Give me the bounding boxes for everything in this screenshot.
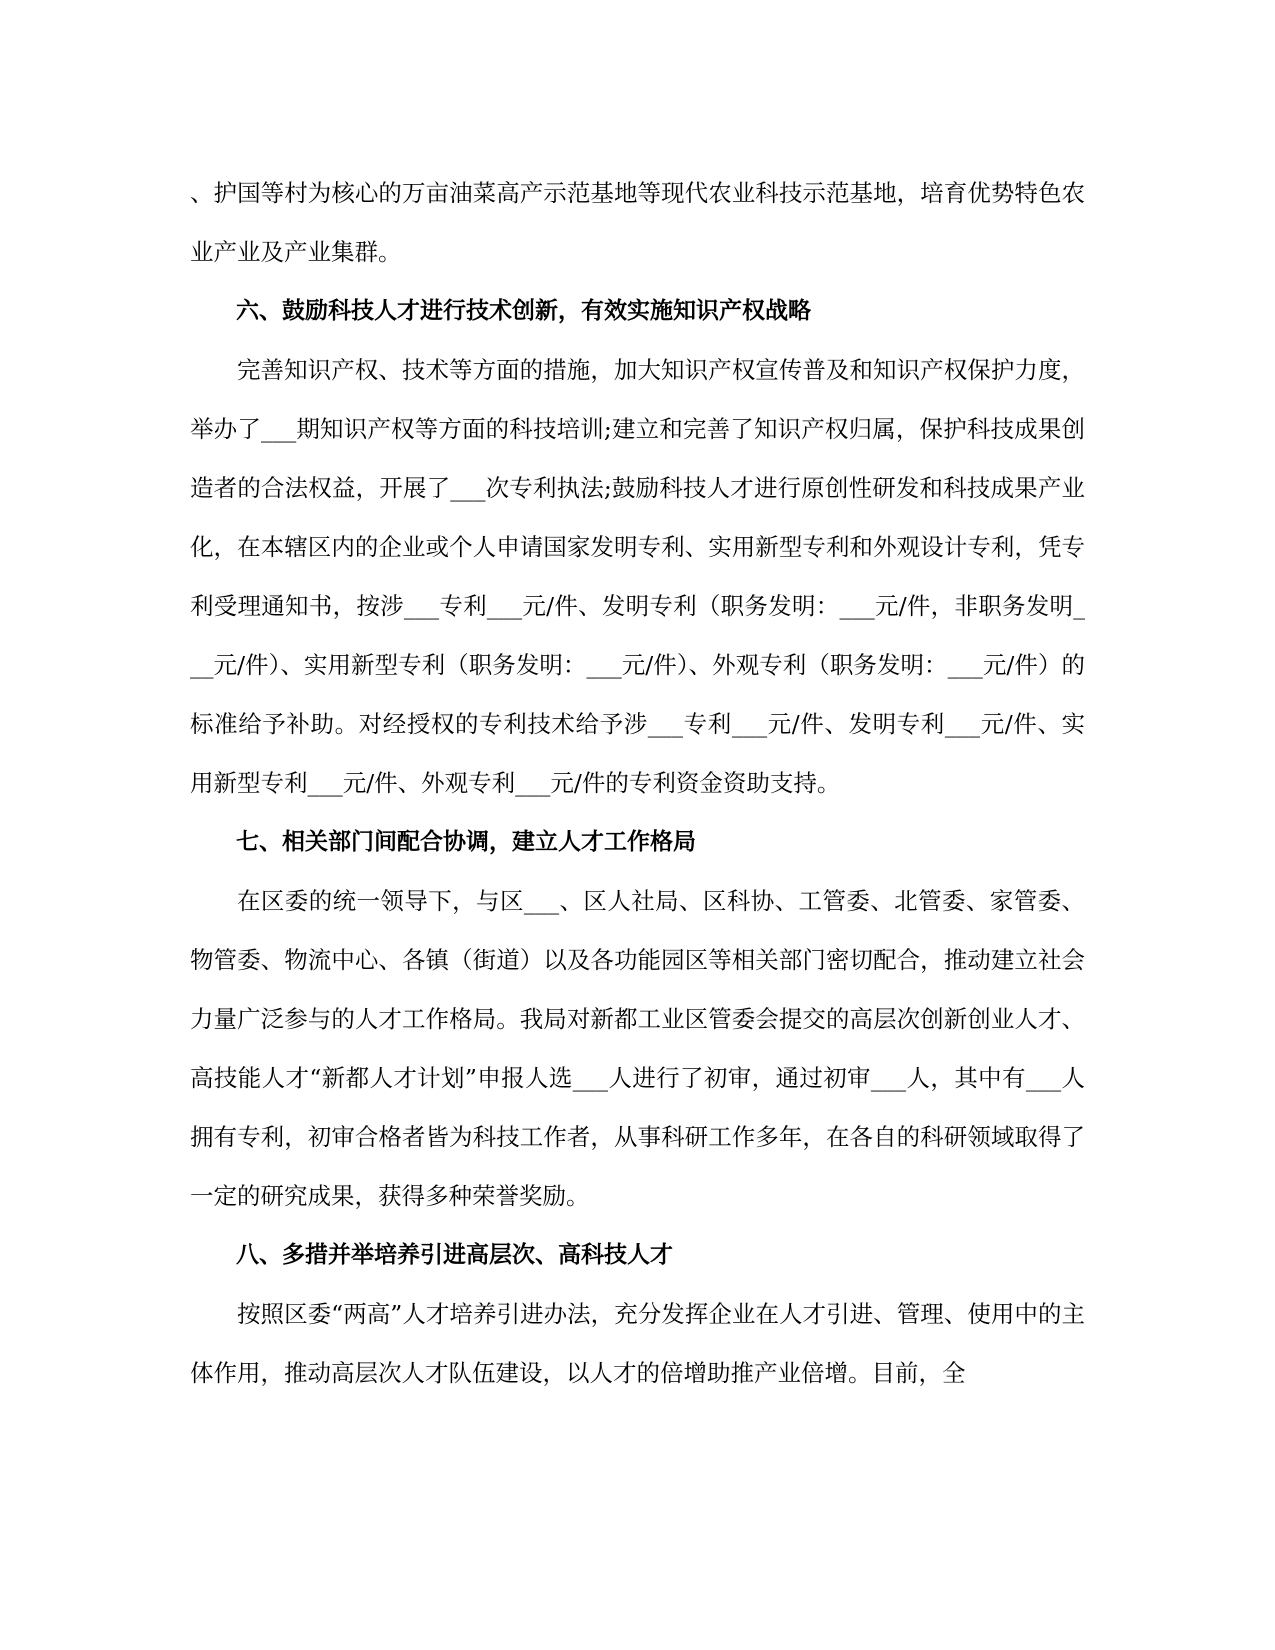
section-heading-7: 七、相关部门间配合协调，建立人才工作格局 — [236, 829, 696, 855]
paragraph-section-6: 完善知识产权、技术等方面的措施，加大知识产权宣传普及和知识产权保护力度，举办了___期知识产权等方面的科技培训;建立和完善了知识产权归属，保护科技成果创造者的合法权益，开展了___次专利执法;鼓励科技人才进行原创性研发和科技成果产业化，在本辖区内的企业或个人申请国家发明专利、实用新型专利和外观设计专利，凭专利受理通知书，按涉___专利___元/件、发明专利（职务发明：___元/件，非职务发明___元/件）、实用新型专利（职务发明：___元/件）、外观专利（职务发明：___元/件）的标准给予补助。对经授权的专利技术给予涉___专利___元/件、发明专利___元/件、实用新型专利___元/件、外观专利___元/件的专利资金资助支持。 — [190, 356, 1085, 797]
document-body — [190, 164, 1085, 1403]
paragraph-section-7: 在区委的统一领导下，与区___、区人社局、区科协、工管委、北管委、家管委、物管委、物流中心、各镇（街道）以及各功能园区等相关部门密切配合，推动建立社会力量广泛参与的人才工作格局。我局对新都工业区管委会提交的高层次创新创业人才、高技能人才“新都人才计划”申报人选___人进行了初审，通过初审___人，其中有___人拥有专利，初审合格者皆为科技工作者，从事科研工作多年，在各自的科研领域取得了一定的研究成果，获得多种荣誉奖励。 — [190, 887, 1085, 1210]
paragraph-continuation: 、护国等村为核心的万亩油菜高产示范基地等现代农业科技示范基地，培育优势特色农业产业及产业集群。 — [190, 179, 1085, 266]
section-heading-6: 六、鼓励科技人才进行技术创新，有效实施知识产权战略 — [236, 298, 811, 324]
section-heading-8: 八、多措并举培养引进高层次、高科技人才 — [236, 1242, 673, 1268]
paragraph-section-8: 按照区委“两高”人才培养引进办法，充分发挥企业在人才引进、管理、使用中的主体作用，推动高层次人才队伍建设，以人才的倍增助推产业倍增。目前，全 — [190, 1300, 1085, 1387]
